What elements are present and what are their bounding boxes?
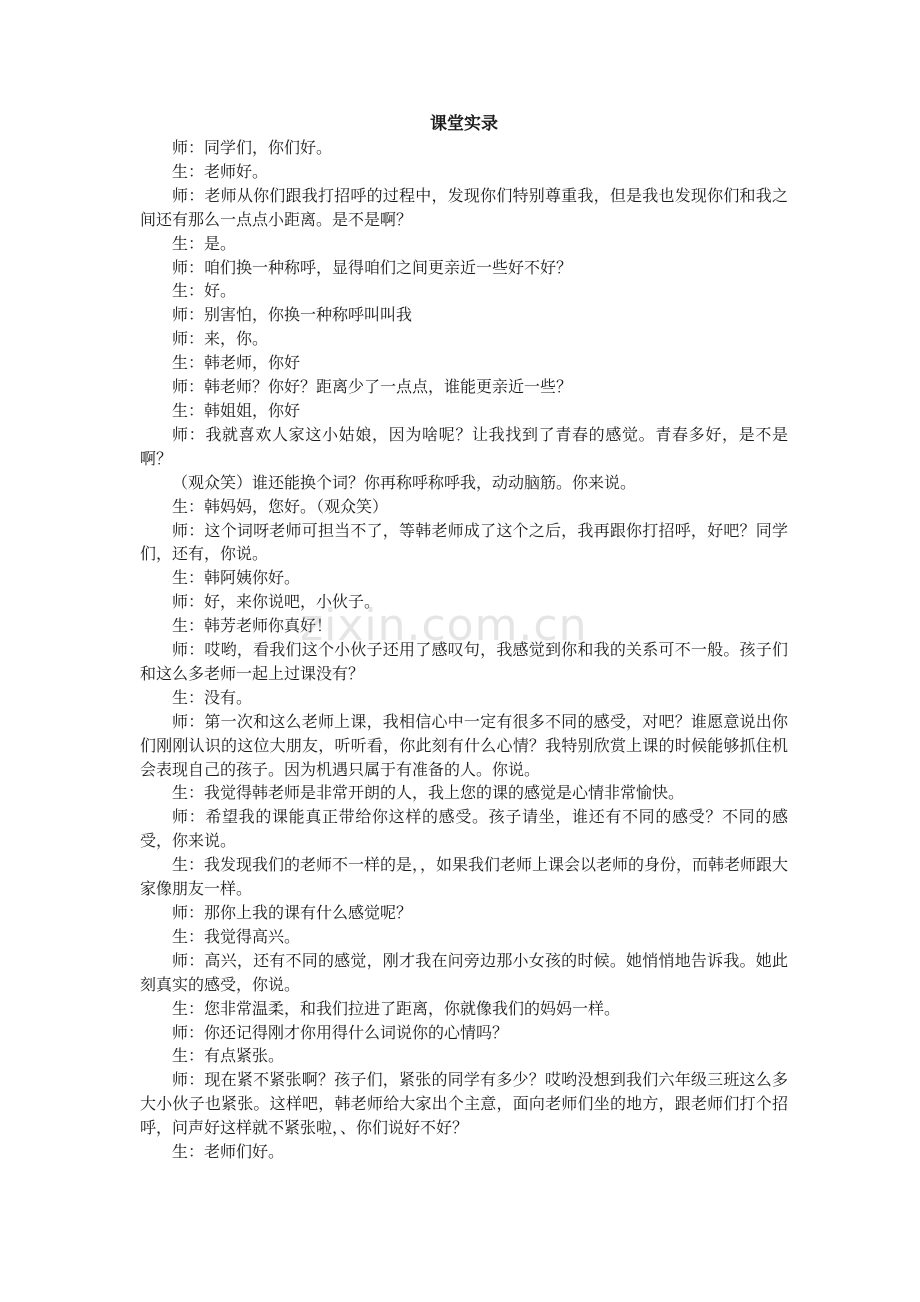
dialogue-paragraph: 生：我发现我们的老师不一样的是，，如果我们老师上课会以老师的身份，而韩老师跟大家像朋友一样。	[140, 855, 789, 899]
dialogue-paragraph: 生：韩妈妈，您好。（观众笑）	[172, 496, 389, 516]
document-page	[140, 112, 788, 1164]
dialogue-paragraph: 师：高兴，还有不同的感觉，刚才我在问旁边那小女孩的时候。她悄悄地告诉我。她此刻真实的感受，你说。	[140, 950, 788, 994]
dialogue-paragraph: 生：韩姐姐，你好	[172, 400, 301, 420]
dialogue-paragraph: 生：好。	[172, 281, 237, 301]
dialogue-paragraph: 师：韩老师？你好？距离少了一点点，谁能更亲近一些？	[172, 377, 573, 397]
dialogue-paragraph: 生：有点紧张。	[172, 1046, 285, 1066]
dialogue-paragraph: 师：现在紧不紧张啊？孩子们，紧张的同学有多少？哎哟没想到我们六年级三班这么多大小伙子也紧张。这样吧，韩老师给大家出个主意，面向老师们坐的地方，跟老师们打个招呼，问声好这样就不紧张啦，、你们说好不好？	[140, 1070, 788, 1138]
dialogue-paragraph: 生：是。	[172, 233, 237, 253]
dialogue-paragraph: 师：来，你。	[172, 329, 269, 349]
dialogue-paragraph: 生：韩老师，你好	[172, 353, 301, 373]
dialogue-paragraph: 师：第一次和这么老师上课，我相信心中一定有很多不同的感受，对吧？谁愿意说出你们刚刚认识的这位大朋友，听听看，你此刻有什么心情？我特别欣赏上课的时候能够抓住机会表现自己的孩子。因为机遇只属于有准备的人。你说。	[140, 711, 788, 779]
document-body	[140, 136, 788, 1164]
dialogue-paragraph: 生：老师好。	[172, 161, 269, 181]
watermark-text: zixin.com.cn	[300, 600, 588, 651]
dialogue-paragraph: 师：别害怕，你换一种称呼叫叫我	[172, 305, 413, 325]
dialogue-paragraph: 师：同学们，你们好。	[172, 138, 333, 157]
dialogue-paragraph: 生：我觉得高兴。	[172, 926, 301, 946]
dialogue-paragraph: （观众笑）谁还能换个词？你再称呼称呼我，动动脑筋。你来说。	[172, 472, 637, 492]
dialogue-paragraph: 师：那你上我的课有什么感觉呢？	[172, 903, 413, 922]
dialogue-paragraph: 师：哎哟，看我们这个小伙子还用了感叹句，我感觉到你和我的关系可不一般。孩子们和这么多老师一起上过课没有？	[140, 640, 788, 683]
dialogue-paragraph: 生：老师们好。	[172, 1142, 285, 1162]
dialogue-paragraph: 师：你还记得刚才你用得什么词说你的心情吗？	[172, 1022, 509, 1042]
dialogue-paragraph: 生：我觉得韩老师是非常开朗的人，我上您的课的感觉是心情非常愉快。	[172, 783, 685, 803]
dialogue-paragraph: 师：希望我的课能真正带给你这样的感受。孩子请坐，谁还有不同的感受？不同的感受，你来说。	[140, 807, 788, 851]
dialogue-paragraph: 生：您非常温柔，和我们拉进了距离，你就像我们的妈妈一样。	[172, 998, 621, 1018]
dialogue-paragraph: 师：这个词呀老师可担当不了，等韩老师成了这个之后，我再跟你打招呼，好吧？同学们，还有，你说。	[140, 520, 788, 564]
dialogue-paragraph: 师：我就喜欢人家这小姑娘，因为啥呢？让我找到了青春的感觉。青春多好，是不是啊？	[140, 424, 788, 468]
dialogue-paragraph: 生：韩芳老师你真好！	[172, 616, 333, 636]
dialogue-paragraph: 师：老师从你们跟我打招呼的过程中，发现你们特别尊重我，但是我也发现你们和我之间还有那么一点点小距离。是不是啊？	[140, 185, 788, 229]
dialogue-paragraph: 师：好，来你说吧，小伙子。	[172, 592, 381, 612]
dialogue-paragraph: 生：韩阿姨你好。	[172, 568, 301, 588]
dialogue-paragraph: 生：没有。	[172, 687, 253, 707]
document-title: 课堂实录	[430, 114, 498, 134]
dialogue-paragraph: 师：咱们换一种称呼，显得咱们之间更亲近一些好不好？	[172, 257, 573, 277]
